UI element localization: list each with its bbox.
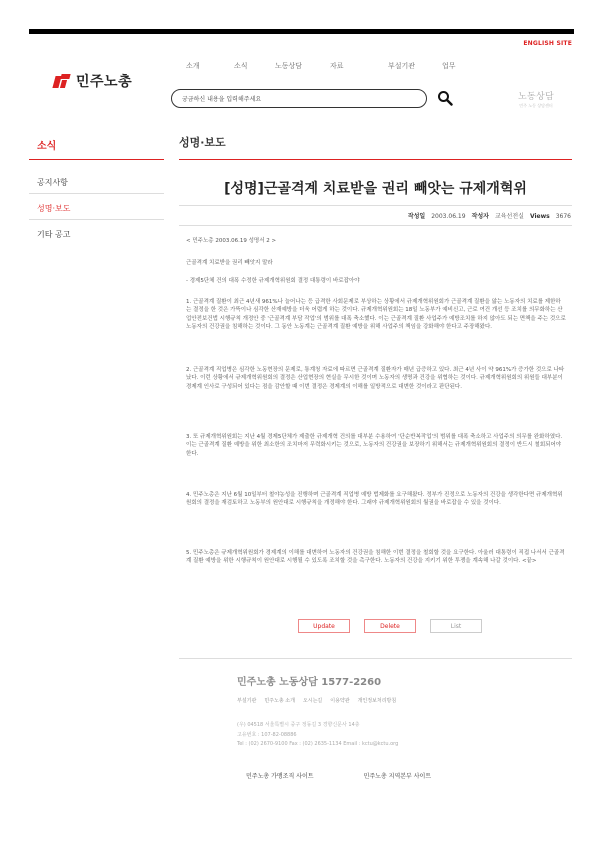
footer-contact: Tel : (02) 2670-9100 Fax : (02) 2635-1134 Email : kctu@kctu.org: [237, 741, 399, 747]
footer-address: (우) 04518 서울특별시 중구 정동길 3 경향신문사 14층: [237, 722, 360, 728]
nav-item-about[interactable]: 소개: [186, 62, 200, 70]
footer-link-directions[interactable]: 오시는길: [302, 698, 323, 704]
search-input[interactable]: [182, 94, 412, 104]
post-paragraph-7: 5. 민주노총은 규제개혁위원회가 경제계의 이해를 대변하여 노동자의 건강권을 침해한 이번 결정을 철회할 것을 요구한다. 아울러 대통령이 직접 나서서 근골격계 질환 예방을 위한 시행규칙이 원안대로 시행될 수 있도록 조치할 것을 촉구한다. 노동자의 건강을 지키기 위한 투쟁을 계속해 나갈 것이다. <끝>: [186, 550, 565, 565]
post-paragraph-2: - 경제5단체 건의 대폭 수정한 규제개혁위원회 결정 대통령이 바로잡아야: [186, 278, 360, 284]
date-label: 작성일: [407, 213, 426, 220]
sidebar-divider: [29, 159, 164, 160]
sidebar-separator: [29, 193, 164, 194]
english-site-link[interactable]: ENGLISH SITE: [523, 40, 572, 47]
nav-item-resources[interactable]: 자료: [330, 62, 344, 70]
sidebar-item-notice[interactable]: 공지사항: [37, 178, 68, 187]
top-bar: [29, 29, 574, 34]
post-paragraph-0: < 민주노총 2003.06.19 성명서 2 >: [186, 238, 277, 244]
post-title: [성명]근골격계 치료받을 권리 빼앗는 규제개혁위: [224, 181, 527, 197]
page-title: 성명·보도: [179, 136, 226, 149]
footer-links: [237, 697, 396, 704]
helpdesk-link[interactable]: [518, 89, 554, 109]
footer-link-about[interactable]: 민주노총 소개: [264, 698, 295, 704]
list-button[interactable]: List: [430, 619, 482, 633]
views-label: Views: [529, 213, 550, 220]
footer-site-affiliates-link[interactable]: 민주노총 가맹조직 사이트: [246, 773, 314, 780]
update-button[interactable]: Update: [298, 619, 350, 633]
logo[interactable]: [54, 71, 132, 91]
helpdesk-title: 노동상담: [518, 92, 554, 102]
footer-link-privacy[interactable]: 개인정보처리방침: [357, 698, 397, 704]
post-paragraph-4: 2. 근골격계 직업병은 심각한 노동현장의 문제로, 통계청 자료에 따르면 근골격계 질환자가 매년 급증하고 있다. 최근 4년 사이 약 961%가 증가한 것으로 나타났다. 이런 상황에서 규제개혁위원회의 결정은 산업현장의 현실을 무시한 것이며 노동자의 생명과 건강을 위협하는 것이다. 규제개혁위원회의 위원들 대부분이 경제계 인사로 구성되어 있다는 점을 감안할 때 이번 결정은 경제계의 이해를 일방적으로 대변한 것이라고 판단된다.: [186, 367, 565, 390]
footer-link-affiliates[interactable]: 부설기관: [237, 698, 257, 704]
author-label: 작성자: [471, 213, 489, 220]
helpdesk-subtitle: 민주 노동 상담센터: [519, 103, 553, 108]
nav-item-counsel[interactable]: 노동상담: [275, 62, 303, 70]
search-icon[interactable]: [437, 90, 453, 106]
post-actions: [298, 619, 482, 633]
post-paragraph-3: 1. 근골격계 질환이 최근 4년새 961%나 늘어나는 등 급격한 사회문제로 부상하는 상황에서 규제개혁위원회가 근골격계 질환을 앓는 노동자의 치료를 제한하는 결정을 한 것은 가뜩이나 심각한 산재예방을 더욱 어렵게 하는 것이다. 규제개혁위원회는 18일 노동부가 예비신고, 근로 여건 개선 등 조치를 의무화하는 산업안전보건법 시행규칙 개정안 중 '근골격계 부담 작업'의 범위를 대폭 축소했다. 이는 근골격계 질환 사업주가 예방조치를 하지 않아도 되는 면책을 주는 것으로 노동자의 건강권을 침해하는 것이다. 그 동안 노동계는 근골격계 질환 예방을 위해 사업주의 책임을 강화해야 한다고 주장해왔다.: [186, 299, 566, 330]
logo-text: 민주노총: [76, 74, 133, 90]
post-paragraph-6: 4. 민주노총은 지난 6월 10일부터 철야농성을 진행하며 근골격계 직업병 예방 법제화를 요구해왔다. 정부가 진정으로 노동자의 건강을 생각한다면 규제개혁위원회의 결정을 재검토하고 노동부의 원안대로 시행규칙을 개정해야 한다. 그래야 규제개혁위원회의 월권을 바로잡을 수 있을 것이다.: [186, 492, 563, 507]
post-paragraph-1: 근골격계 치료받을 권리 빼앗지 말라: [186, 260, 273, 266]
post-meta: [408, 211, 571, 220]
sidebar-separator: [29, 219, 164, 220]
footer-link-terms[interactable]: 이용약관: [330, 698, 350, 704]
search-box: [171, 89, 427, 108]
footer-registration: 고유번호 : 107-82-08886: [237, 732, 297, 738]
main-nav: [186, 61, 482, 71]
sidebar-item-statements[interactable]: 성명·보도: [37, 204, 71, 213]
delete-button[interactable]: Delete: [364, 619, 416, 633]
logo-mark-icon: [54, 74, 72, 88]
nav-item-affiliates[interactable]: 부설기관: [388, 62, 416, 70]
footer-phone: 민주노총 노동상담 1577-2260: [237, 677, 382, 688]
footer-site-regional-link[interactable]: 민주노총 지역본부 사이트: [363, 773, 432, 780]
post-paragraph-5: 3. 또 규제개혁위원회는 지난 4월 경제5단체가 제출한 규제개혁 건의를 대부분 수용하여 '단순반복작업'의 범위를 대폭 축소하고 사업주의 의무를 완화하였다. 이는 근골격계 질환 예방을 위한 최소한의 조치마저 무력화시키는 것으로, 노동자의 건강권을 보장하기 위해서는 규제개혁위원회의 결정이 반드시 철회되어야 한다.: [186, 434, 563, 457]
meta-divider-top: [179, 205, 572, 206]
footer-divider: [179, 658, 572, 659]
page-title-divider: [179, 159, 572, 160]
nav-item-news[interactable]: 소식: [234, 62, 248, 70]
post-views: 3676: [555, 213, 571, 220]
meta-divider-bottom: [179, 225, 572, 226]
post-author: 교육선전실: [494, 213, 524, 220]
sidebar-title: 소식: [37, 141, 57, 152]
footer-sites: [246, 771, 431, 780]
nav-item-work[interactable]: 업무: [442, 62, 456, 70]
post-date: 2003.06.19: [431, 213, 466, 220]
sidebar-item-other-notices[interactable]: 기타 공고: [37, 230, 71, 239]
